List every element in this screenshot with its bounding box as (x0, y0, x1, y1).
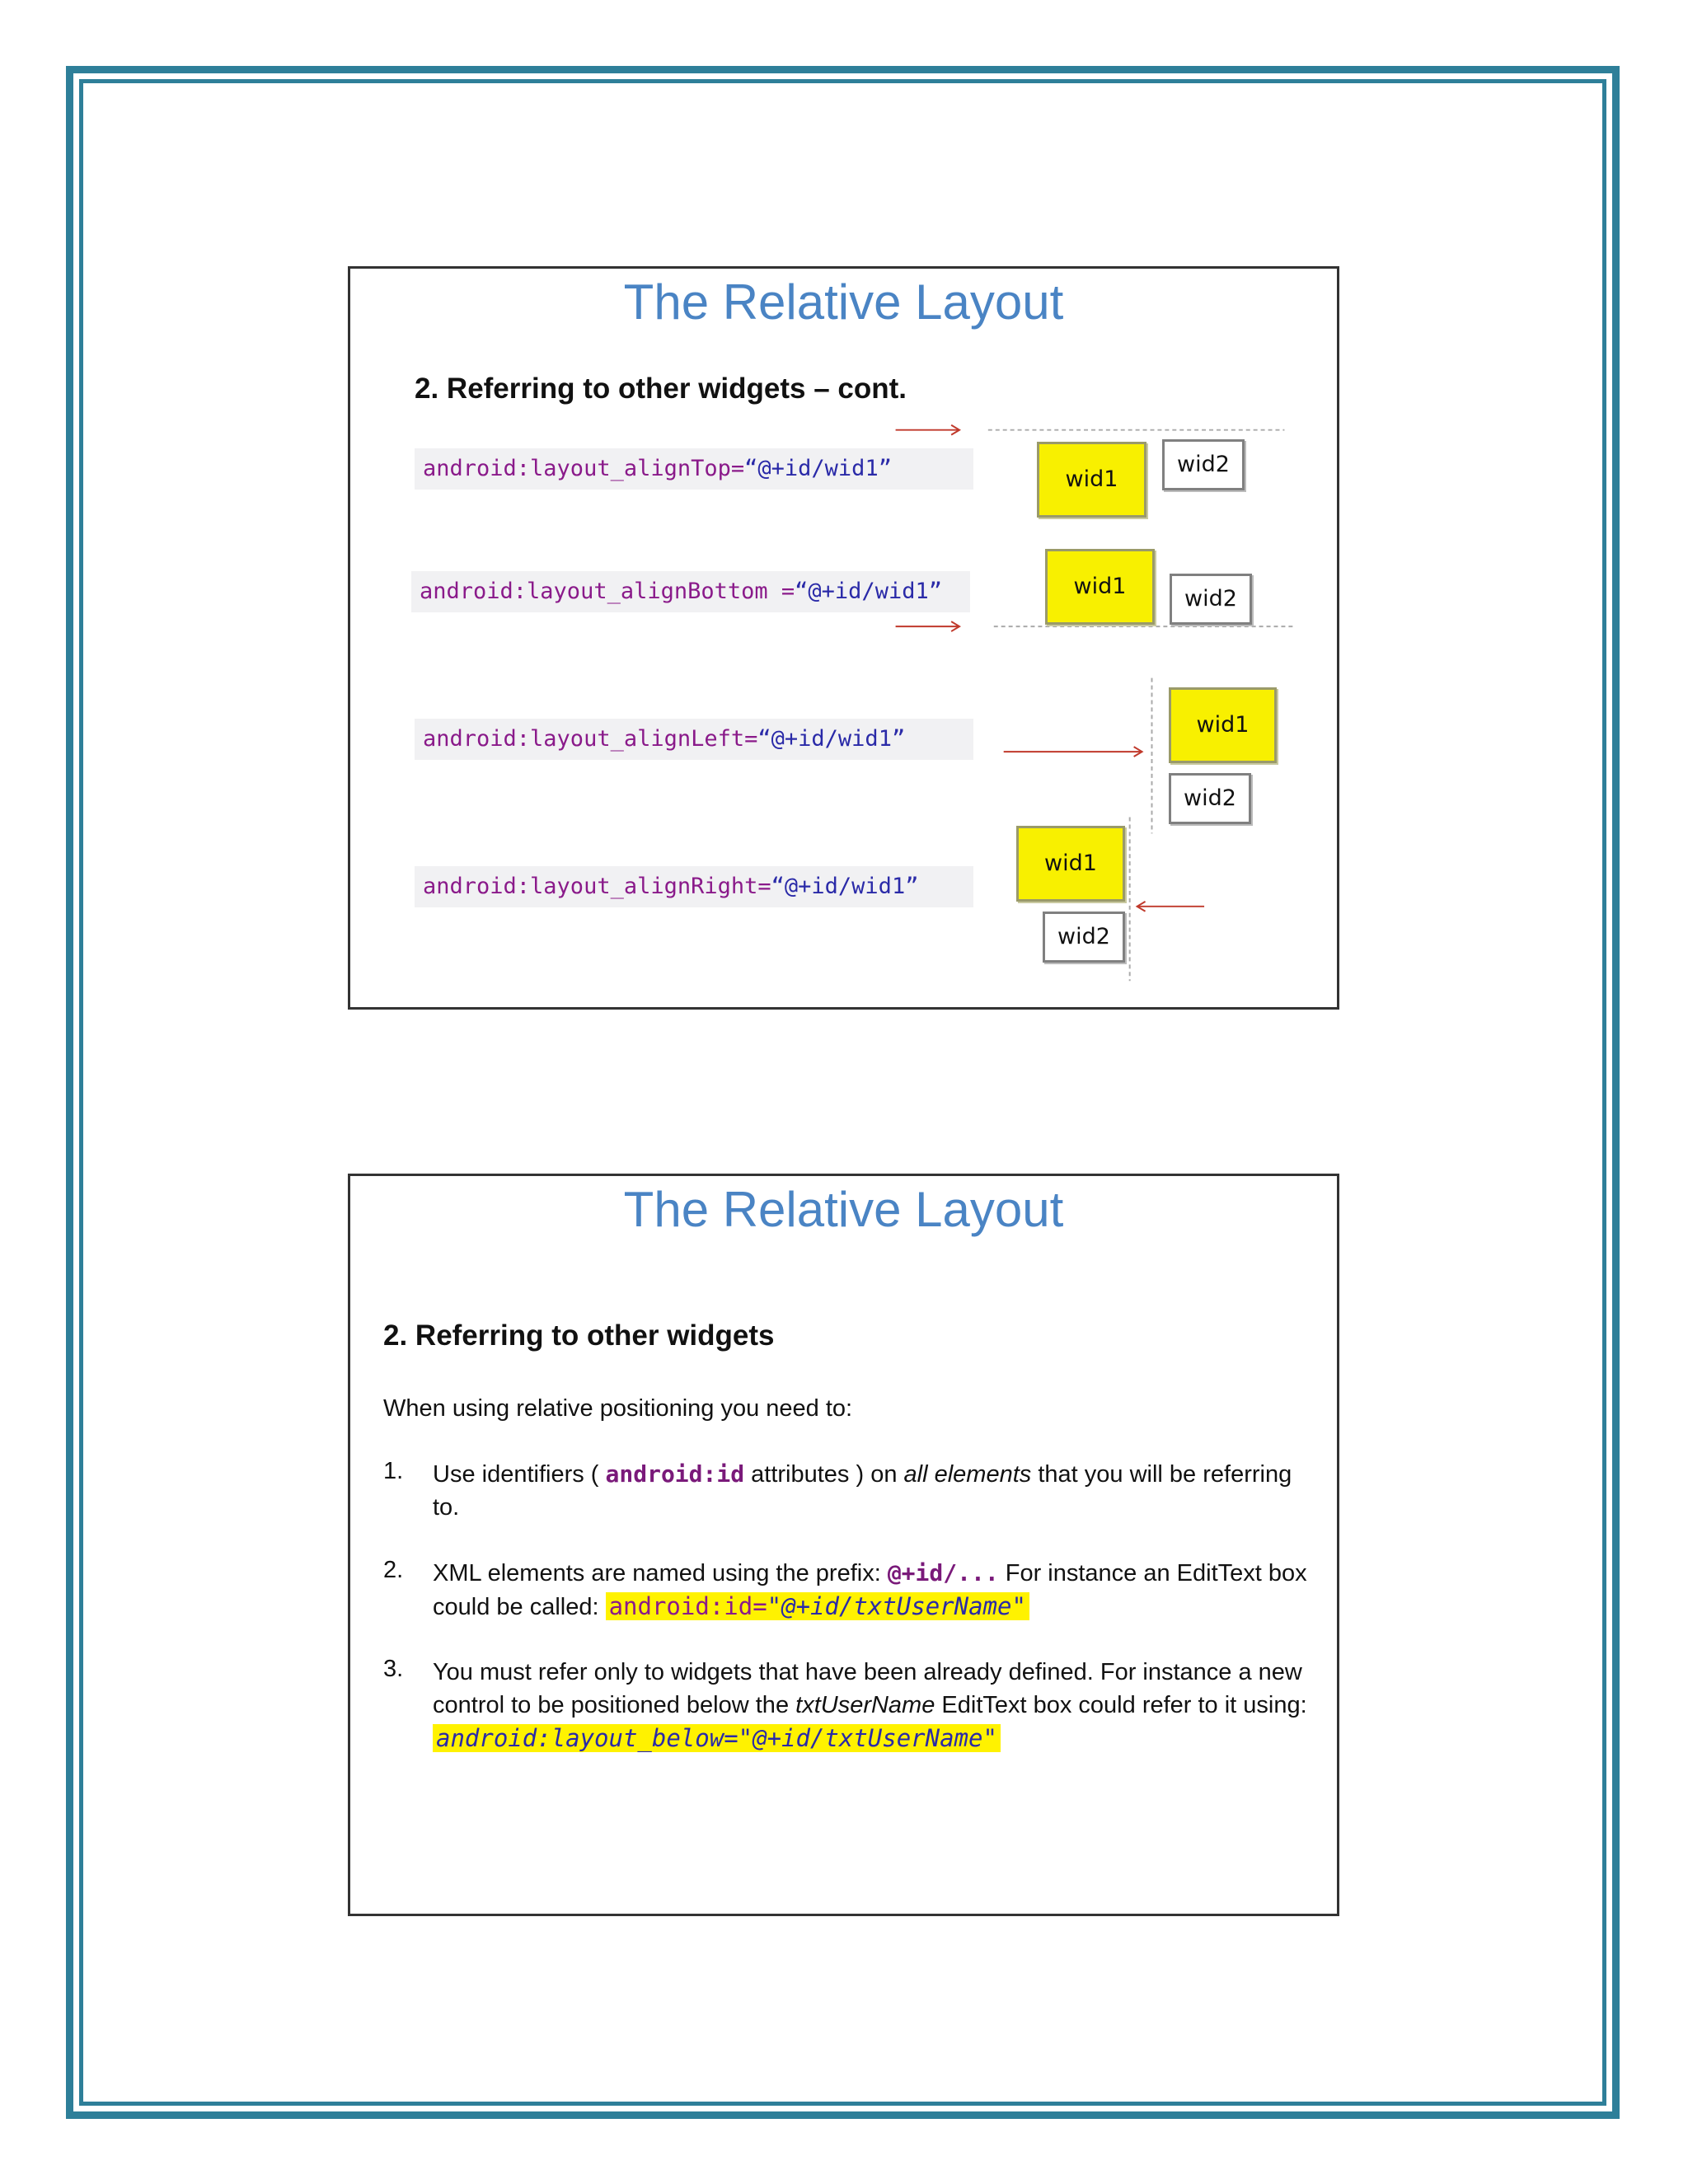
wid2-box: wid2 (1170, 574, 1252, 625)
wid2-box: wid2 (1169, 773, 1251, 824)
code-id-prefix: @+id/... (887, 1559, 999, 1586)
slide-subheading: 2. Referring to other widgets – cont. (415, 373, 907, 405)
highlighted-code: android:id="@+id/txtUserName" (606, 1592, 1029, 1620)
item-number: 3. (383, 1656, 404, 1682)
wid2-box: wid2 (1162, 439, 1245, 490)
code-align-bottom: android:layout_alignBottom =“@+id/wid1” (411, 571, 970, 612)
alignment-guides (350, 269, 1337, 1007)
item-number: 1. (383, 1458, 404, 1484)
code-align-right: android:layout_alignRight=“@+id/wid1” (415, 866, 973, 907)
code-align-top: android:layout_alignTop=“@+id/wid1” (415, 448, 973, 490)
item-number: 2. (383, 1557, 404, 1583)
code-android-id: android:id (605, 1460, 745, 1488)
highlighted-code: android:layout_below="@+id/txtUserName" (433, 1724, 1001, 1752)
wid1-box: wid1 (1016, 826, 1125, 902)
list-item: You must refer only to widgets that have been already defined. For instance a new control to be positioned below the txtUserName EditText box could refer to it using: android:layout_below="@+id/txtUserName" (433, 1659, 1307, 1752)
wid1-box: wid1 (1045, 549, 1155, 625)
wid1-box: wid1 (1169, 687, 1277, 763)
slide-title: The Relative Layout (623, 1182, 1064, 1237)
list-item: Use identifiers ( android:id attributes ) on all elements that you will be referring to. (433, 1460, 1292, 1521)
slide-subheading: 2. Referring to other widgets (383, 1319, 775, 1352)
wid1-box: wid1 (1037, 442, 1146, 518)
slide-relative-layout-cont (348, 266, 1339, 1010)
slide-relative-layout (348, 1174, 1339, 1916)
code-align-left: android:layout_alignLeft=“@+id/wid1” (415, 719, 973, 760)
intro-text: When using relative positioning you need to: (383, 1395, 853, 1422)
wid2-box: wid2 (1043, 912, 1125, 963)
slide-title: The Relative Layout (623, 274, 1064, 330)
list-item: XML elements are named using the prefix: @+id/... For instance an EditText box could be called: android:id="@+id/txtUserName" (433, 1559, 1307, 1620)
